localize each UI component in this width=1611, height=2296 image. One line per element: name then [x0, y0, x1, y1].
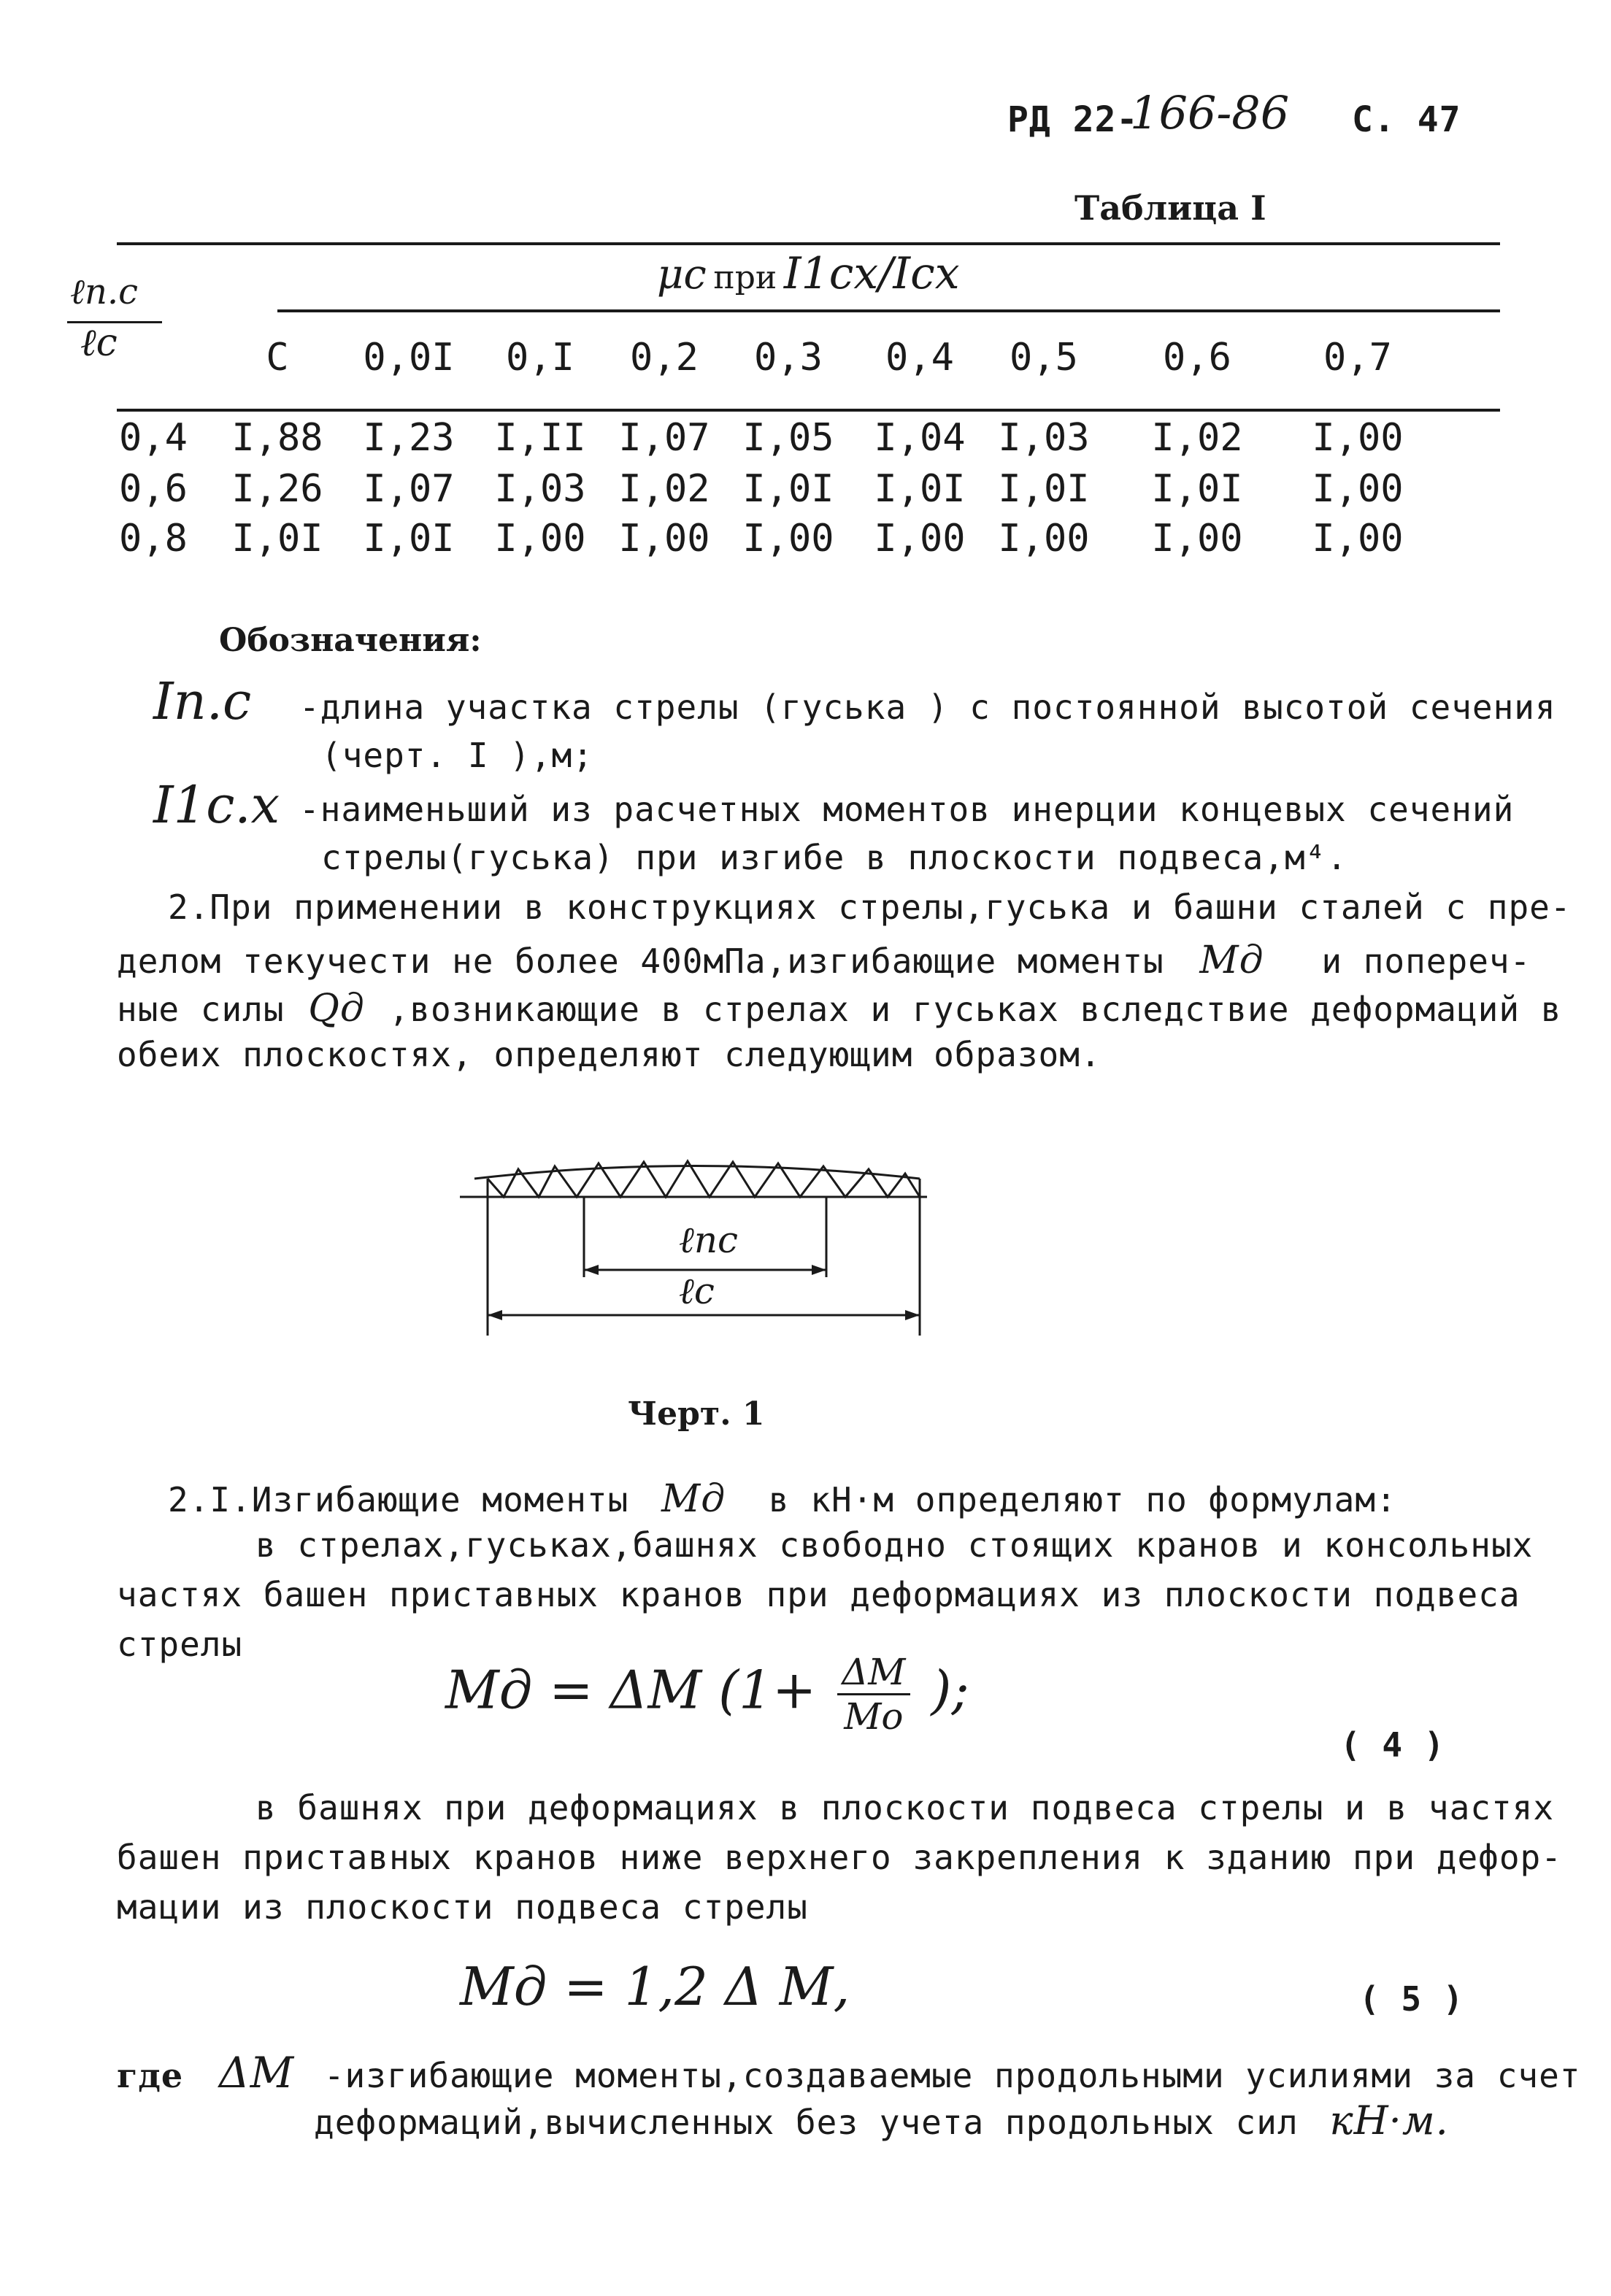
para2-line3-a: ные силы: [117, 990, 285, 1029]
table-cell: I,00: [742, 517, 834, 560]
doc-number-handwritten: 166-86: [1130, 86, 1290, 139]
table-cell: I,00: [1312, 416, 1404, 460]
table-cell: I,03: [998, 416, 1090, 460]
table-cell: I,23: [363, 416, 455, 460]
moment-symbol-2: Мд: [661, 1477, 726, 1521]
table-column-header: 0,I: [506, 336, 574, 380]
page-number: С. 47: [1352, 99, 1461, 140]
where-line2-a: деформаций,вычисленных без учета продольных сил: [314, 2103, 1299, 2142]
notation-title: Обозначения:: [219, 622, 482, 659]
table-cell: I,II: [494, 416, 586, 460]
para2-line2-b: и попереч-: [1321, 941, 1531, 981]
para21-line1-a: 2.I.Изгибающие моменты: [168, 1480, 629, 1519]
table-cell: I,00: [998, 517, 1090, 560]
table-cell: I,07: [618, 416, 710, 460]
group-header: [657, 248, 960, 299]
table-header-rule: [117, 409, 1500, 412]
notation-symbol-1: Iп.с: [153, 671, 252, 731]
formula-4-numerator: ΔМ: [837, 1651, 910, 1695]
formula-4-right: );: [931, 1659, 969, 1721]
mu-symbol: μс: [657, 251, 707, 298]
inertia-ratio: I1сх/Iсх: [783, 248, 960, 299]
notation-text-1b: (черт. I ),м;: [321, 736, 594, 775]
table-row-label: 0,8: [119, 517, 188, 560]
formula-5-number: ( 5 ): [1359, 1979, 1464, 2019]
table-cell: I,00: [1151, 517, 1243, 560]
para2-line2: [117, 939, 1531, 982]
table-cell: I,0I: [363, 517, 455, 560]
doc-code: РД 22-: [1007, 99, 1139, 140]
table-cell: I,0I: [742, 467, 834, 511]
table-cell: I,05: [742, 416, 834, 460]
para21-line1-b: в кН·м определяют по формулам:: [768, 1480, 1397, 1519]
table-top-rule: [117, 242, 1500, 245]
drawing-caption: Черт. 1: [628, 1395, 765, 1433]
shear-symbol: Qд: [308, 987, 365, 1030]
table-column-header: 0,5: [1010, 336, 1078, 380]
where-text: -изгибающие моменты,создаваемые продольными усилиями за счет: [323, 2056, 1581, 2095]
para21-line4: стрелы: [117, 1625, 243, 1664]
table-row-label: 0,6: [119, 467, 188, 511]
para2-line3: [117, 987, 1561, 1030]
formula-4-fraction: [837, 1651, 910, 1738]
table-row-label: 0,4: [119, 416, 188, 460]
table-column-header: 0,0I: [363, 336, 455, 380]
para2-line4: обеих плоскостях, определяют следующим образом.: [117, 1035, 1101, 1074]
row-header-bottom: ℓс: [80, 321, 118, 365]
table-cell: I,0I: [998, 467, 1090, 511]
para21-line1: [168, 1477, 1397, 1521]
table-column-header: 0,6: [1163, 336, 1231, 380]
label-lc: ℓс: [679, 1270, 715, 1312]
para21-line7: мации из плоскости подвеса стрелы: [117, 1887, 808, 1927]
where-line2: [314, 2097, 1449, 2143]
table-column-header: С: [266, 336, 289, 380]
formula-4-number: ( 4 ): [1340, 1725, 1445, 1765]
table-cell: I,00: [618, 517, 710, 560]
notation-text-1a: -длина участка стрелы (гуська ) с постоянной высотой сечения: [299, 687, 1556, 727]
para21-line6: башен приставных кранов ниже верхнего закрепления к зданию при дефор-: [117, 1838, 1562, 1877]
table-cell: I,02: [618, 467, 710, 511]
label-lnc: ℓпс: [679, 1219, 739, 1261]
table-column-header: 0,7: [1323, 336, 1392, 380]
table-column-header: 0,3: [754, 336, 823, 380]
notation-text-2a: -наименьший из расчетных моментов инерции концевых сечений: [299, 790, 1515, 829]
table-cell: I,0I: [1151, 467, 1243, 511]
table-cell: I,03: [494, 467, 586, 511]
unit-knm: кН·м.: [1329, 2097, 1449, 2143]
table-cell: I,00: [494, 517, 586, 560]
notation-text-2b: стрелы(гуська) при изгибе в плоскости подвеса,м⁴.: [321, 838, 1348, 877]
table-column-header: 0,2: [630, 336, 699, 380]
moment-symbol: Мд: [1199, 939, 1264, 982]
table-cell: I,26: [231, 467, 323, 511]
where-line1: [117, 2048, 1580, 2097]
group-header-rule: [277, 309, 1500, 312]
table-cell: I,00: [1312, 517, 1404, 560]
para2-line2-a: делом текучести не более 400мПа,изгибающие моменты: [117, 941, 1164, 981]
table-cell: I,0I: [874, 467, 966, 511]
para2-line1: 2.При применении в конструкциях стрелы,гуська и башни сталей с пре-: [168, 887, 1572, 927]
para21-line5: в башнях при деформациях в плоскости подвеса стрелы и в частях: [255, 1788, 1555, 1827]
formula-4-left: Мд = ΔМ (1+: [445, 1659, 817, 1721]
delta-moment-symbol: ΔМ: [218, 2048, 295, 2097]
table-cell: I,04: [874, 416, 966, 460]
para2-line3-b: ,возникающие в стрелах и гуськах вследствие деформаций в: [388, 990, 1562, 1029]
para21-line3: частях башен приставных кранов при деформациях из плоскости подвеса: [117, 1575, 1520, 1614]
table-caption: Таблица I: [1074, 188, 1266, 228]
where-word: где: [117, 2056, 184, 2095]
formula-4-denominator: Мо: [844, 1695, 904, 1738]
table-cell: I,07: [363, 467, 455, 511]
notation-symbol-2: I1с.х: [153, 775, 280, 835]
group-header-word: при: [713, 259, 777, 296]
formula-4: [445, 1651, 969, 1738]
table-cell: I,00: [1312, 467, 1404, 511]
table-column-header: 0,4: [885, 336, 954, 380]
para21-line2: в стрелах,гуськах,башнях свободно стоящих кранов и консольных: [255, 1525, 1534, 1565]
row-header-top: ℓп.с: [70, 271, 139, 312]
table-cell: I,00: [874, 517, 966, 560]
table-cell: I,0I: [231, 517, 323, 560]
table-cell: I,02: [1151, 416, 1243, 460]
formula-5: Мд = 1,2 Δ М,: [460, 1956, 850, 2017]
table-cell: I,88: [231, 416, 323, 460]
